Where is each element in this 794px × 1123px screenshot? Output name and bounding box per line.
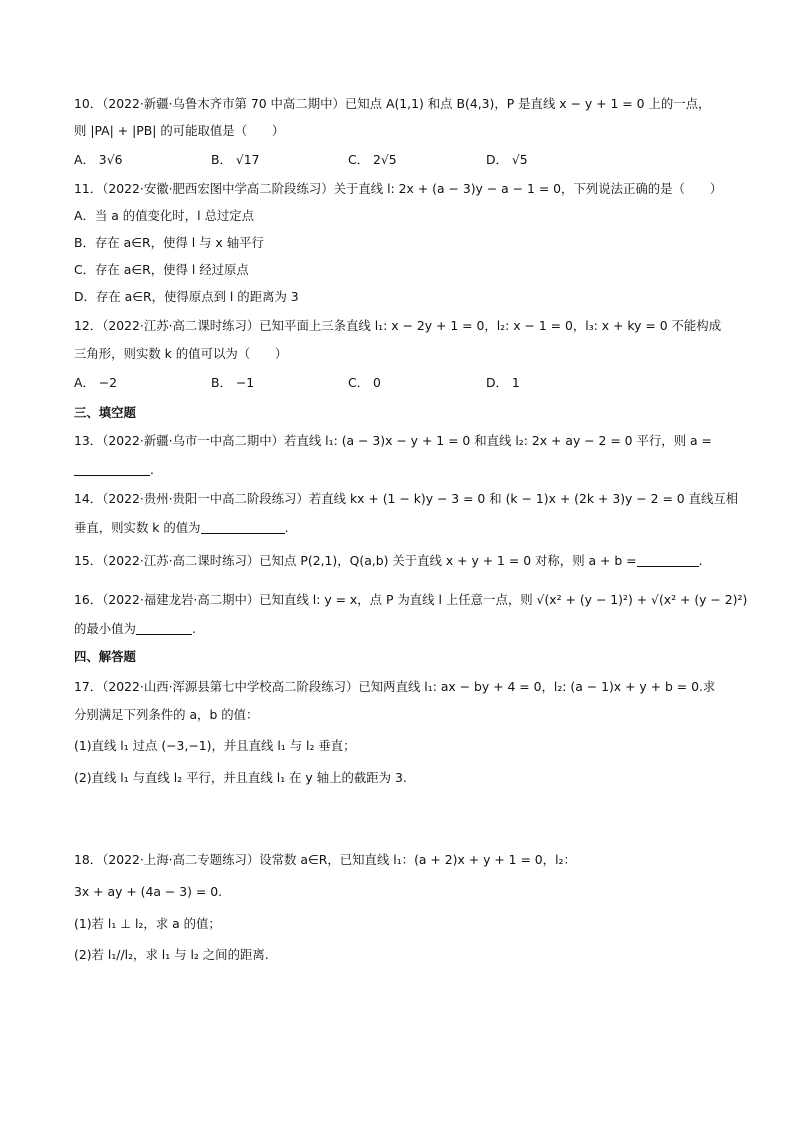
q18-stem: 18．（2022·上海·高二专题练习）设常数 a∈R，已知直线 l₁：(a + 2)x + y + 1 = 0，l₂： [74,852,576,867]
q13-answer-line: . [74,461,154,479]
q10-option-b: B． √17 [211,152,260,167]
q12-option-b: B． −1 [211,375,255,390]
answer-blank[interactable] [201,521,285,534]
q18-stem-cont: 3x + ay + (4a − 3) = 0. [74,884,223,899]
q16-answer-line: 的最小值为 . [74,621,196,636]
q12-option-c: C． 0 [348,375,381,390]
answer-blank[interactable] [637,554,699,567]
q10-stem-cont: 则 |PA| + |PB| 的可能取值是（ ） [74,123,285,138]
q11-option-d: D．存在 a∈R，使得原点到 l 的距离为 3 [74,289,299,304]
section-fill-in-heading: 三、填空题 [74,405,136,420]
q17-stem-cont: 分别满足下列条件的 a，b 的值： [74,707,259,722]
q11-stem: 11．（2022·安徽·肥西宏图中学高二阶段练习）关于直线 l: 2x + (a − 3)y − a − 1 = 0，下列说法正确的是（ ） [74,181,723,196]
q18-part-2: (2)若 l₁//l₂，求 l₁ 与 l₂ 之间的距离. [74,947,269,962]
q17-part-2: (2)直线 l₁ 与直线 l₂ 平行，并且直线 l₁ 在 y 轴上的截距为 3. [74,770,407,785]
q12-stem-cont: 三角形，则实数 k 的值可以为（ ） [74,346,288,361]
q12-stem: 12．（2022·江苏·高二课时练习）已知平面上三条直线 l₁: x − 2y + 1 = 0，l₂: x − 1 = 0，l₃: x + ky = 0 不能构成 [74,318,722,333]
q17-part-1: (1)直线 l₁ 过点 (−3,−1)，并且直线 l₁ 与 l₂ 垂直； [74,738,356,753]
q10-option-d: D． √5 [486,152,528,167]
q11-option-a: A．当 a 的值变化时，l 总过定点 [74,208,255,223]
q12-option-a: A． −2 [74,375,118,390]
q11-option-b: B．存在 a∈R，使得 l 与 x 轴平行 [74,235,264,250]
q15-stem: 15．（2022·江苏·高二课时练习）已知点 P(2,1)，Q(a,b) 关于直线 x + y + 1 = 0 对称，则 a + b = . [74,553,703,568]
q10-option-a: A． 3√6 [74,152,123,167]
q18-part-1: (1)若 l₁ ⊥ l₂，求 a 的值； [74,916,221,931]
answer-blank[interactable] [74,463,150,476]
answer-blank[interactable] [136,622,192,635]
q12-option-d: D． 1 [486,375,520,390]
q16-stem: 16．（2022·福建龙岩·高二期中）已知直线 l: y = x，点 P 为直线 l 上任意一点，则 √(x² + (y − 1)²) + √(x² + (y − 2)²) [74,592,748,607]
q11-option-c: C．存在 a∈R，使得 l 经过原点 [74,262,249,277]
section-answer-heading: 四、解答题 [74,649,136,664]
q10-stem: 10．（2022·新疆·乌鲁木齐市第 70 中高二期中）已知点 A(1,1) 和点 B(4,3)，P 是直线 x − y + 1 = 0 上的一点， [74,96,711,111]
q14-answer-line: 垂直，则实数 k 的值为 . [74,520,289,535]
q13-stem: 13．（2022·新疆·乌市一中高二期中）若直线 l₁: (a − 3)x − y + 1 = 0 和直线 l₂: 2x + ay − 2 = 0 平行，则 a = [74,433,712,448]
q10-option-c: C． 2√5 [348,152,397,167]
q17-stem: 17．（2022·山西·浑源县第七中学校高二阶段练习）已知两直线 l₁: ax − by + 4 = 0，l₂: (a − 1)x + y + b = 0.求 [74,679,716,694]
q14-stem: 14．（2022·贵州·贵阳一中高二阶段练习）若直线 kx + (1 − k)y − 3 = 0 和 (k − 1)x + (2k + 3)y − 2 = 0 直线互相 [74,491,739,506]
